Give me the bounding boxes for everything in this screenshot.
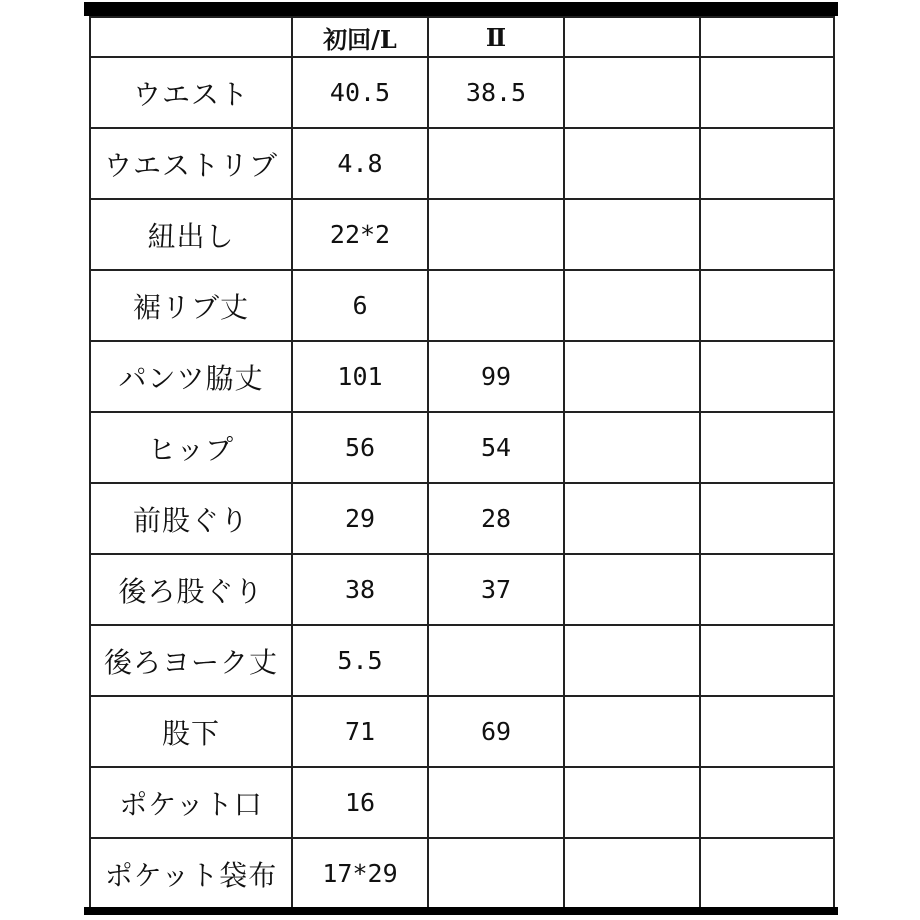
value-cell — [564, 412, 700, 483]
measurement-table — [89, 16, 835, 910]
value-cell — [428, 625, 564, 696]
table-row — [90, 554, 834, 625]
value-cell — [700, 341, 834, 412]
value-cell — [564, 554, 700, 625]
value-cell — [700, 696, 834, 767]
row-label: 股下 — [90, 696, 292, 767]
row-label: 後ろ股ぐり — [90, 554, 292, 625]
value-cell: 38 — [292, 554, 428, 625]
value-cell — [564, 483, 700, 554]
value-cell — [700, 483, 834, 554]
table-row — [90, 696, 834, 767]
value-cell: 37 — [428, 554, 564, 625]
top-border-bar — [84, 2, 838, 16]
value-cell — [700, 838, 834, 909]
value-cell — [700, 270, 834, 341]
value-cell: 101 — [292, 341, 428, 412]
value-cell — [564, 696, 700, 767]
row-label: 前股ぐり — [90, 483, 292, 554]
value-cell: 99 — [428, 341, 564, 412]
value-cell — [428, 767, 564, 838]
row-label: パンツ脇丈 — [90, 341, 292, 412]
value-cell — [428, 128, 564, 199]
table-row — [90, 57, 834, 128]
row-label: ウエスト — [90, 57, 292, 128]
row-label: 裾リブ丈 — [90, 270, 292, 341]
value-cell — [564, 199, 700, 270]
header-cell-first-l: 初回/L — [292, 17, 428, 57]
header-cell-item — [90, 17, 292, 57]
row-label: 後ろヨーク丈 — [90, 625, 292, 696]
table-row — [90, 270, 834, 341]
value-cell — [700, 412, 834, 483]
row-label: ウエストリブ — [90, 128, 292, 199]
value-cell — [564, 625, 700, 696]
value-cell: 71 — [292, 696, 428, 767]
value-cell — [700, 625, 834, 696]
value-cell — [700, 767, 834, 838]
table-row — [90, 625, 834, 696]
value-cell: 56 — [292, 412, 428, 483]
row-label: ヒップ — [90, 412, 292, 483]
value-cell — [564, 838, 700, 909]
value-cell: 4.8 — [292, 128, 428, 199]
value-cell: 17*29 — [292, 838, 428, 909]
value-cell: 22*2 — [292, 199, 428, 270]
table-row — [90, 199, 834, 270]
value-cell: 29 — [292, 483, 428, 554]
header-cell-empty — [700, 17, 834, 57]
value-cell: 28 — [428, 483, 564, 554]
row-label: ポケット袋布 — [90, 838, 292, 909]
value-cell: 69 — [428, 696, 564, 767]
value-cell — [564, 270, 700, 341]
value-cell — [700, 57, 834, 128]
table-row — [90, 838, 834, 909]
bottom-border-bar — [84, 907, 838, 915]
value-cell — [700, 554, 834, 625]
value-cell: 16 — [292, 767, 428, 838]
table-row — [90, 767, 834, 838]
value-cell — [700, 128, 834, 199]
table-row — [90, 483, 834, 554]
value-cell — [564, 341, 700, 412]
row-label: 紐出し — [90, 199, 292, 270]
value-cell — [564, 128, 700, 199]
value-cell — [564, 767, 700, 838]
value-cell — [700, 199, 834, 270]
value-cell: 54 — [428, 412, 564, 483]
value-cell — [428, 270, 564, 341]
table-row — [90, 128, 834, 199]
header-cell-empty — [564, 17, 700, 57]
value-cell — [428, 199, 564, 270]
value-cell — [428, 838, 564, 909]
table-row — [90, 341, 834, 412]
value-cell: 38.5 — [428, 57, 564, 128]
value-cell: 40.5 — [292, 57, 428, 128]
value-cell — [564, 57, 700, 128]
row-label: ポケット口 — [90, 767, 292, 838]
value-cell: 6 — [292, 270, 428, 341]
value-cell: 5.5 — [292, 625, 428, 696]
table-row — [90, 412, 834, 483]
header-row — [90, 17, 834, 57]
header-cell-second: Ⅱ — [428, 17, 564, 57]
